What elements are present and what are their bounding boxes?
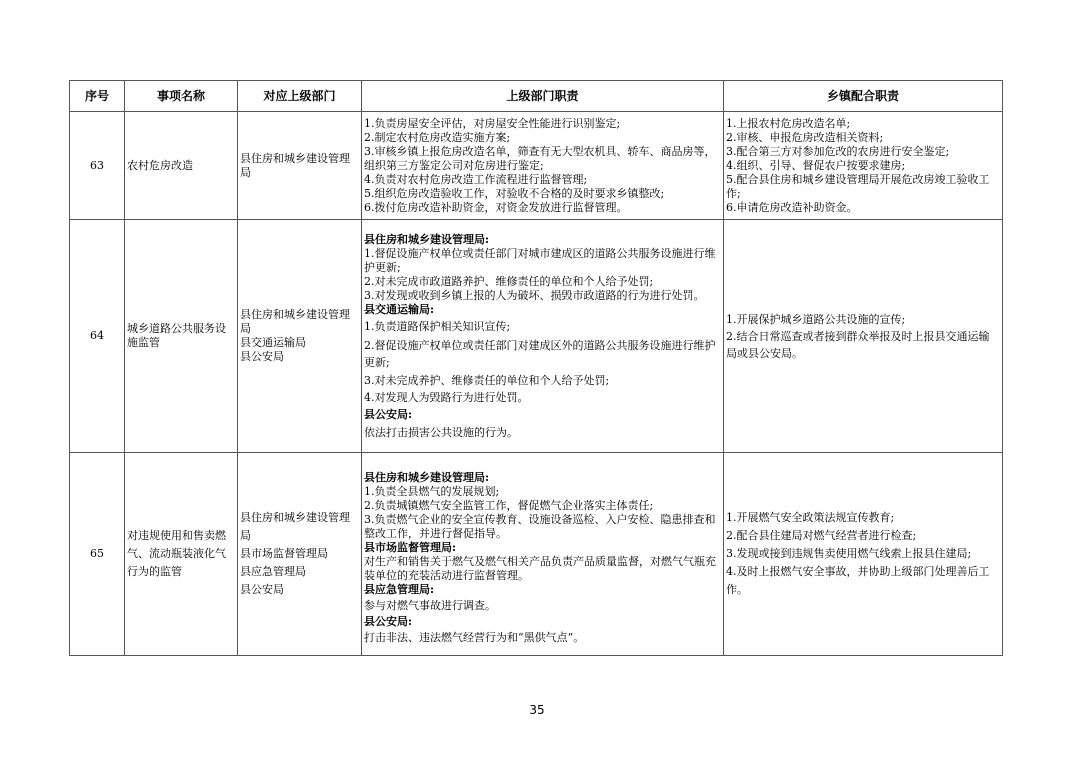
duty-line: 2.督促设施产权单位或责任部门对建成区外的道路公共服务设施进行维护更新;	[364, 338, 716, 369]
duty-line: 1.开展燃气安全政策法规宣传教育;	[726, 511, 895, 524]
upper-duty	[362, 112, 724, 220]
duty-line: 1.负责房屋安全评估，对房屋安全性能进行识别鉴定;	[364, 116, 621, 130]
duty-line: 4.对发现人为毁路行为进行处罚。	[364, 390, 529, 404]
section-title: 县应急管理局:	[364, 583, 435, 596]
section-title: 县住房和城乡建设管理局:	[364, 471, 490, 484]
header-dept: 对应上级部门	[238, 81, 362, 112]
duty-line: 3.配合第三方对参加危改的农房进行安全鉴定;	[726, 144, 950, 158]
duty-line: 1.督促设施产权单位或责任部门对城市建成区的道路公共服务设施进行维护更新;	[364, 246, 716, 274]
duty-line: 3.负责燃气企业的安全宣传教育、设施设备巡检、入户安检、隐患排查和整改工作，并进行督促指导。	[364, 513, 716, 540]
header-item: 事项名称	[125, 81, 238, 112]
item-name: 农村危房改造	[125, 112, 238, 220]
department: 县公安局	[240, 583, 284, 596]
duty-line: 打击非法、违法燃气经营行为和“黑供气点”。	[364, 631, 585, 644]
duty-line: 2.对未完成市政道路养护、维修责任的单位和个人给予处罚;	[364, 274, 654, 288]
table-row	[70, 112, 1003, 220]
page-number: 35	[529, 703, 545, 717]
duty-line: 2.审核、申报危房改造相关资料;	[726, 130, 884, 144]
upper-duty	[362, 220, 724, 453]
duty-line: 1.负责道路保护相关知识宣传;	[364, 319, 511, 333]
department: 县住房和城乡建设管理局	[240, 308, 350, 335]
department: 县住房和城乡建设管理局	[240, 151, 350, 179]
department: 县应急管理局	[240, 565, 306, 578]
item-name: 城乡道路公共服务设施监管	[125, 220, 238, 453]
department-list	[238, 112, 362, 220]
header-upper-duty: 上级部门职责	[362, 81, 724, 112]
duty-line: 2.配合县住建局对燃气经营者进行检查;	[726, 529, 917, 542]
duty-line: 6.申请危房改造补助资金。	[726, 200, 858, 214]
duty-line: 2.制定农村危房改造实施方案;	[364, 130, 511, 144]
town-duty	[724, 112, 1003, 220]
duty-line: 2.负责城镇燃气安全监管工作，督促燃气企业落实主体责任;	[364, 499, 654, 512]
town-duty	[724, 453, 1003, 656]
duty-line: 4.负责对农村危房改造工作流程进行监督管理;	[364, 172, 588, 186]
duty-line: 2.结合日常巡查或者接到群众举报及时上报县交通运输局或县公安局。	[726, 329, 990, 360]
duty-line: 5.配合县住房和城乡建设管理局开展危改房竣工验收工作;	[726, 172, 990, 200]
row-number: 64	[70, 220, 125, 453]
duty-line: 3.发现或接到违规售卖使用燃气线索上报县住建局;	[726, 547, 972, 560]
header-no: 序号	[70, 81, 125, 112]
department-list	[238, 220, 362, 453]
table-header-row	[70, 81, 1003, 112]
town-duty	[724, 220, 1003, 453]
duty-line: 4.及时上报燃气安全事故，并协助上级部门处理善后工作。	[726, 565, 990, 596]
duty-line: 4.组织、引导、督促农户按要求建房;	[726, 158, 906, 172]
section-title: 县市场监督管理局:	[364, 541, 457, 554]
department: 县市场监督管理局	[240, 547, 328, 560]
section-title: 县住房和城乡建设管理局:	[364, 232, 490, 246]
table-row	[70, 220, 1003, 453]
duty-line: 6.拨付危房改造补助资金，对资金发放进行监督管理。	[364, 200, 628, 214]
header-town-duty: 乡镇配合职责	[724, 81, 1003, 112]
duty-line: 3.对未完成养护、维修责任的单位和个人给予处罚;	[364, 373, 610, 387]
duty-line: 依法打击损害公共设施的行为。	[364, 425, 518, 439]
department-list	[238, 453, 362, 656]
row-number: 65	[70, 453, 125, 656]
department: 县公安局	[240, 350, 284, 363]
upper-duty	[362, 453, 724, 656]
duty-line: 1.开展保护城乡道路公共设施的宣传;	[726, 312, 906, 326]
duty-line: 3.审核乡镇上报危房改造名单，筛查有无大型农机具、轿车、商品房等，组织第三方鉴定公司对危房进行鉴定;	[364, 144, 716, 172]
department: 县交通运输局	[240, 336, 306, 349]
table-row	[70, 453, 1003, 656]
row-number: 63	[70, 112, 125, 220]
department: 县住房和城乡建设管理局	[240, 511, 350, 542]
duty-line: 5.组织危房改造验收工作，对验收不合格的及时要求乡镇整改;	[364, 186, 665, 200]
section-title: 县交通运输局:	[364, 302, 435, 316]
section-title: 县公安局:	[364, 615, 413, 628]
duty-line: 对生产和销售关于燃气及燃气相关产品负责产品质量监督，对燃气气瓶充装单位的充装活动进行监督管理。	[364, 555, 716, 582]
item-name: 对违规使用和售卖燃气、流动瓶装液化气行为的监管	[125, 453, 238, 656]
duty-line: 1.负责全县燃气的发展规划;	[364, 485, 500, 498]
section-title: 县公安局:	[364, 407, 413, 421]
duty-line: 1.上报农村危房改造名单;	[726, 116, 851, 130]
duty-line: 参与对燃气事故进行调查。	[364, 599, 496, 612]
duty-table	[69, 80, 1003, 656]
duty-line: 3.对发现或收到乡镇上报的人为破坏、损毁市政道路的行为进行处罚。	[364, 288, 705, 302]
